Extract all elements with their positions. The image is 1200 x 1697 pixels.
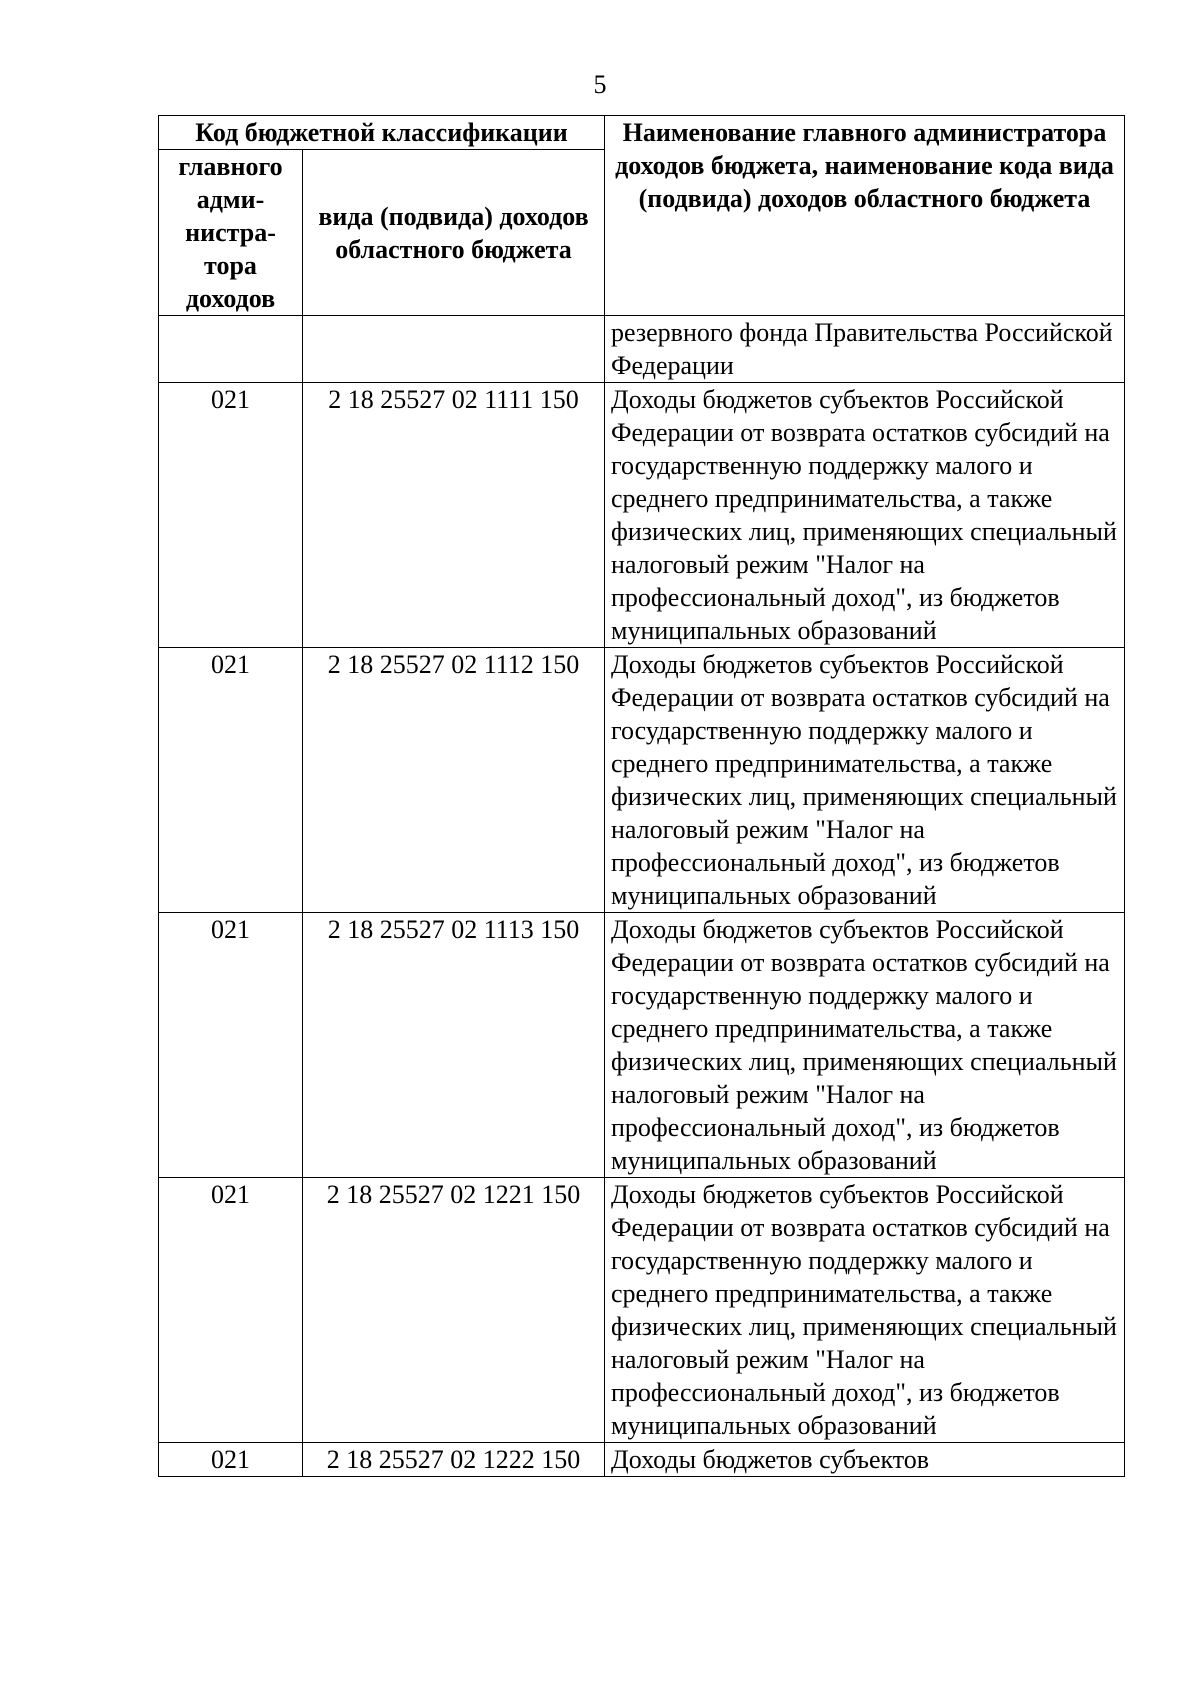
- administrator-code-cell: 021: [159, 1443, 303, 1477]
- income-name-cell: резервного фонда Правительства Российской Федерации: [605, 316, 1125, 383]
- table-row: [159, 648, 1125, 913]
- income-code-cell: 2 18 25527 02 1113 150: [303, 913, 605, 1178]
- income-name-cell: Доходы бюджетов субъектов Российской Федерации от возврата остатков субсидий на государственную поддержку малого и среднего предпринимательства, а также физических лиц, применяющих специальный налоговый режим "Налог на профессиональный доход", из бюджетов муниципальных образований: [605, 1178, 1125, 1443]
- table-body: [159, 316, 1125, 1477]
- administrator-code-cell: 021: [159, 383, 303, 648]
- header-income-type-code: вида (подвида) доходов областного бюджета: [303, 150, 605, 316]
- administrator-code-cell: [159, 316, 303, 383]
- income-name-cell: Доходы бюджетов субъектов Российской Федерации от возврата остатков субсидий на государственную поддержку малого и среднего предпринимательства, а также физических лиц, применяющих специальный налоговый режим "Налог на профессиональный доход", из бюджетов муниципальных образований: [605, 913, 1125, 1178]
- income-code-cell: 2 18 25527 02 1221 150: [303, 1178, 605, 1443]
- income-code-cell: 2 18 25527 02 1222 150: [303, 1443, 605, 1477]
- administrator-code-cell: 021: [159, 648, 303, 913]
- administrator-code-cell: 021: [159, 1178, 303, 1443]
- table-header-row: [159, 116, 1125, 150]
- table-row: [159, 913, 1125, 1178]
- table-row: [159, 383, 1125, 648]
- table-row: [159, 1443, 1125, 1477]
- page-number: 5: [593, 70, 607, 99]
- administrator-code-cell: 021: [159, 913, 303, 1178]
- income-code-cell: 2 18 25527 02 1112 150: [303, 648, 605, 913]
- table-row: [159, 1178, 1125, 1443]
- header-main-administrator: главного адми-нистра-тора доходов: [159, 150, 303, 316]
- income-code-cell: [303, 316, 605, 383]
- budget-classification-table: [158, 115, 1125, 1477]
- income-code-cell: 2 18 25527 02 1111 150: [303, 383, 605, 648]
- header-budget-classification-code: Код бюджетной классификации: [159, 116, 605, 150]
- header-name: Наименование главного администратора доходов бюджета, наименование кода вида (подвида) доходов областного бюджета: [605, 116, 1125, 316]
- income-name-cell: Доходы бюджетов субъектов Российской Федерации от возврата остатков субсидий на государственную поддержку малого и среднего предпринимательства, а также физических лиц, применяющих специальный налоговый режим "Налог на профессиональный доход", из бюджетов муниципальных образований: [605, 383, 1125, 648]
- table-row: [159, 316, 1125, 383]
- income-name-cell: Доходы бюджетов субъектов: [605, 1443, 1125, 1477]
- income-name-cell: Доходы бюджетов субъектов Российской Федерации от возврата остатков субсидий на государственную поддержку малого и среднего предпринимательства, а также физических лиц, применяющих специальный налоговый режим "Налог на профессиональный доход", из бюджетов муниципальных образований: [605, 648, 1125, 913]
